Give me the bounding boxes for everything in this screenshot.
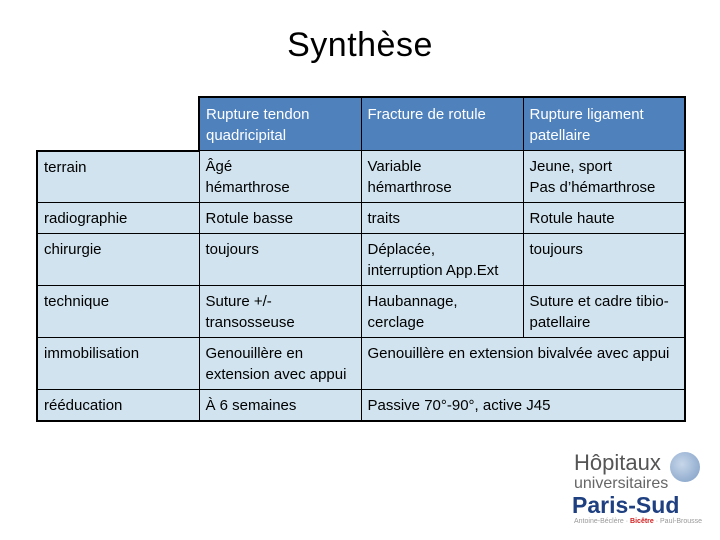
hopitaux-universitaires-paris-sud-logo	[566, 446, 706, 528]
table-cell: toujours	[523, 234, 685, 286]
table-cell: Rotule basse	[199, 203, 361, 234]
table-cell: Suture et cadre tibio-patellaire	[523, 286, 685, 338]
row-label-technique: technique	[37, 286, 199, 338]
table-row	[37, 234, 685, 286]
header-fracture-rotule: Fracture de rotule	[361, 97, 523, 151]
table-cell	[523, 151, 685, 203]
table-cell: À 6 semaines	[199, 390, 361, 422]
row-label-reeducation: rééducation	[37, 390, 199, 422]
table-header-row	[37, 97, 685, 151]
table-row	[37, 203, 685, 234]
cell-line: Déplacée,	[367, 241, 436, 258]
table-cell	[199, 151, 361, 203]
row-label-radiographie: radiographie	[37, 203, 199, 234]
logo-text-line: Paris-Sud	[572, 492, 680, 518]
cell-line: hémarthrose	[367, 179, 452, 196]
header-empty-cell	[37, 97, 199, 151]
logo-site: Antoine-Béclère	[574, 518, 624, 525]
logo-site: Bicêtre	[630, 518, 654, 525]
logo-sites-line: Antoine-Béclère · Bicêtre · Paul-Brousse	[574, 518, 703, 525]
table-cell: toujours	[199, 234, 361, 286]
row-label-chirurgie: chirurgie	[37, 234, 199, 286]
table-cell: Suture +/- transosseuse	[199, 286, 361, 338]
table-cell: Rotule haute	[523, 203, 685, 234]
table-cell: Genouillère en extension avec appui	[199, 338, 361, 390]
synthesis-table	[36, 96, 686, 422]
table-row	[37, 390, 685, 422]
table-cell: traits	[361, 203, 523, 234]
table-cell	[361, 151, 523, 203]
cell-line: hémarthrose	[205, 179, 290, 196]
page-title: Synthèse	[287, 26, 433, 64]
logo-text-line: universitaires	[574, 475, 669, 492]
table-row	[37, 338, 685, 390]
table-cell	[361, 234, 523, 286]
cell-line: Variable	[367, 158, 422, 175]
row-label-terrain: terrain	[37, 151, 199, 203]
table-cell-merged: Genouillère en extension bivalvée avec appui	[361, 338, 685, 390]
cell-line: Jeune, sport	[529, 158, 613, 175]
table-cell-merged: Passive 70°-90°, active J45	[361, 390, 685, 422]
cell-line: Pas d’hémarthrose	[529, 179, 656, 196]
table-cell: Haubannage, cerclage	[361, 286, 523, 338]
header-rupture-ligament-patellaire: Rupture ligament patellaire	[523, 97, 685, 151]
cell-line: interruption App.Ext	[367, 262, 499, 279]
logo-site: Paul-Brousse	[660, 518, 703, 525]
row-label-immobilisation: immobilisation	[37, 338, 199, 390]
table-row	[37, 286, 685, 338]
header-rupture-tendon-quadricipital: Rupture tendon quadricipital	[199, 97, 361, 151]
logo-emblem-icon	[670, 452, 700, 482]
table-row	[37, 151, 685, 203]
cell-line: Âgé	[205, 158, 233, 175]
logo-text-line: Hôpitaux	[574, 450, 661, 475]
